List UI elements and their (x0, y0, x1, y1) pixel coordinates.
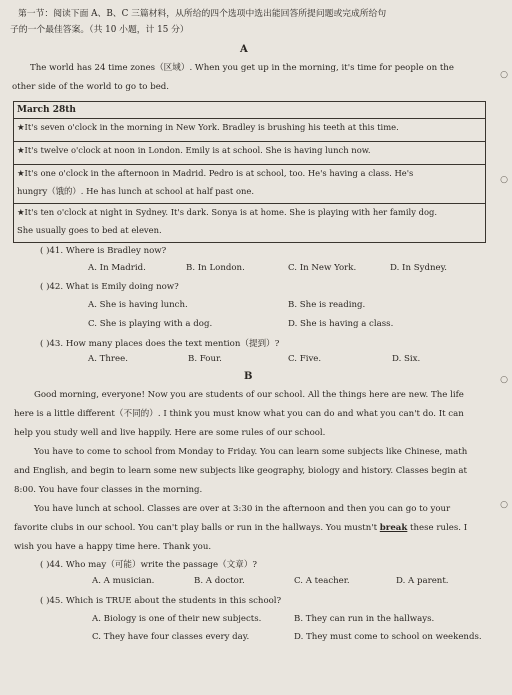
section-a-intro-line-2: other side of the world to go to bed. (12, 82, 170, 92)
q43-option-b: B. Four. (188, 354, 222, 364)
question-41: ( )41. Where is Bradley now? (40, 246, 167, 256)
section-b-line-7: You have lunch at school. Classes are over at 3:30 in the afternoon and then you can go to your (34, 504, 451, 514)
section-b-line-9: wish you have a happy time here. Thank you. (14, 542, 212, 552)
q45-option-b: B. They can run in the hallways. (294, 614, 435, 624)
q44-option-b: B. A doctor. (194, 576, 245, 586)
row-text: ★It's ten o'clock at night in Sydney. It's dark. Sonya is at home. She is playing with her family dog. (17, 207, 438, 217)
q42-option-c: C. She is playing with a dog. (88, 319, 213, 329)
q44-option-a: A. A musician. (92, 576, 155, 586)
row-text: ★It's twelve o'clock at noon in London. Emily is at school. She is having lunch now. (17, 145, 371, 155)
section-b-line-6: 8:00. You have four classes in the morning. (14, 485, 203, 495)
table-row (14, 165, 486, 204)
time-zone-table (13, 101, 486, 243)
row-text: ★It's seven o'clock in the morning in New York. Bradley is brushing his teeth at this time. (17, 122, 399, 132)
q41-option-a: A. In Madrid. (88, 263, 146, 273)
table-row (14, 204, 486, 243)
q45-option-a: A. Biology is one of their new subjects. (92, 614, 262, 624)
q44-option-d: D. A parent. (396, 576, 449, 586)
q43-option-a: A. Three. (88, 354, 128, 364)
section-b-line-2: here is a little different（不同的）. I think you must know what you can do and what you can't do. It can (14, 409, 464, 419)
binding-hole-icon: ○ (500, 375, 508, 385)
table-row (14, 142, 486, 165)
instructions-line-2: 子的一个最佳答案。（共 10 小题，计 15 分） (10, 25, 189, 35)
q43-option-d: D. Six. (392, 354, 421, 364)
q41-option-d: D. In Sydney. (390, 263, 448, 273)
section-b-line-3: help you study well and live happily. Here are some rules of our school. (14, 428, 326, 438)
binding-hole-icon: ○ (500, 70, 508, 80)
q41-option-c: C. In New York. (288, 263, 357, 273)
line-8-tail: these rules. I (407, 523, 468, 533)
q42-option-a: A. She is having lunch. (88, 300, 188, 310)
section-a-heading: A (240, 44, 248, 55)
q45-option-d: D. They must come to school on weekends. (294, 632, 482, 642)
q44-option-c: C. A teacher. (294, 576, 350, 586)
binding-hole-icon: ○ (500, 175, 508, 185)
q41-option-b: B. In London. (186, 263, 245, 273)
section-a-intro-line-1: The world has 24 time zones（区域）. When you get up in the morning, it's time for people on the (30, 63, 454, 73)
question-42: ( )42. What is Emily doing now? (40, 282, 179, 292)
section-b-line-8 (14, 522, 467, 534)
row-text: hungry（饿的）. He has lunch at school at half past one. (17, 186, 254, 196)
instructions-line-1: 第一节：阅读下面 A、B、C 三篇材料，从所给的四个选项中选出能回答所提问题或完成所给句 (18, 9, 387, 19)
table-date: March 28th (14, 102, 486, 119)
question-45: ( )45. Which is TRUE about the students in this school? (40, 596, 282, 606)
keyword-break: break (379, 523, 408, 533)
table-row (14, 119, 486, 142)
section-b-heading: B (244, 371, 253, 382)
question-44: ( )44. Who may（可能）write the passage（文章）? (40, 560, 258, 570)
section-b-line-4: You have to come to school from Monday to Friday. You can learn some subjects like Chinese, math (34, 447, 468, 457)
q43-option-c: C. Five. (288, 354, 322, 364)
q42-option-d: D. She is having a class. (288, 319, 394, 329)
row-text: ★It's one o'clock in the afternoon in Madrid. Pedro is at school, too. He's having a class. He's (17, 168, 414, 178)
section-b-line-1: Good morning, everyone! Now you are students of our school. All the things here are new. The life (34, 390, 464, 400)
q45-option-c: C. They have four classes every day. (92, 632, 250, 642)
line-8-text: favorite clubs in our school. You can't play balls or run in the hallways. You mustn't (14, 523, 378, 533)
binding-hole-icon: ○ (500, 500, 508, 510)
question-43: ( )43. How many places does the text mention（提到）? (40, 339, 280, 349)
q42-option-b: B. She is reading. (288, 300, 366, 310)
section-b-line-5: and English, and begin to learn some new subjects like geography, biology and history. Classes begin at (14, 466, 467, 476)
row-text: She usually goes to bed at eleven. (17, 225, 162, 235)
